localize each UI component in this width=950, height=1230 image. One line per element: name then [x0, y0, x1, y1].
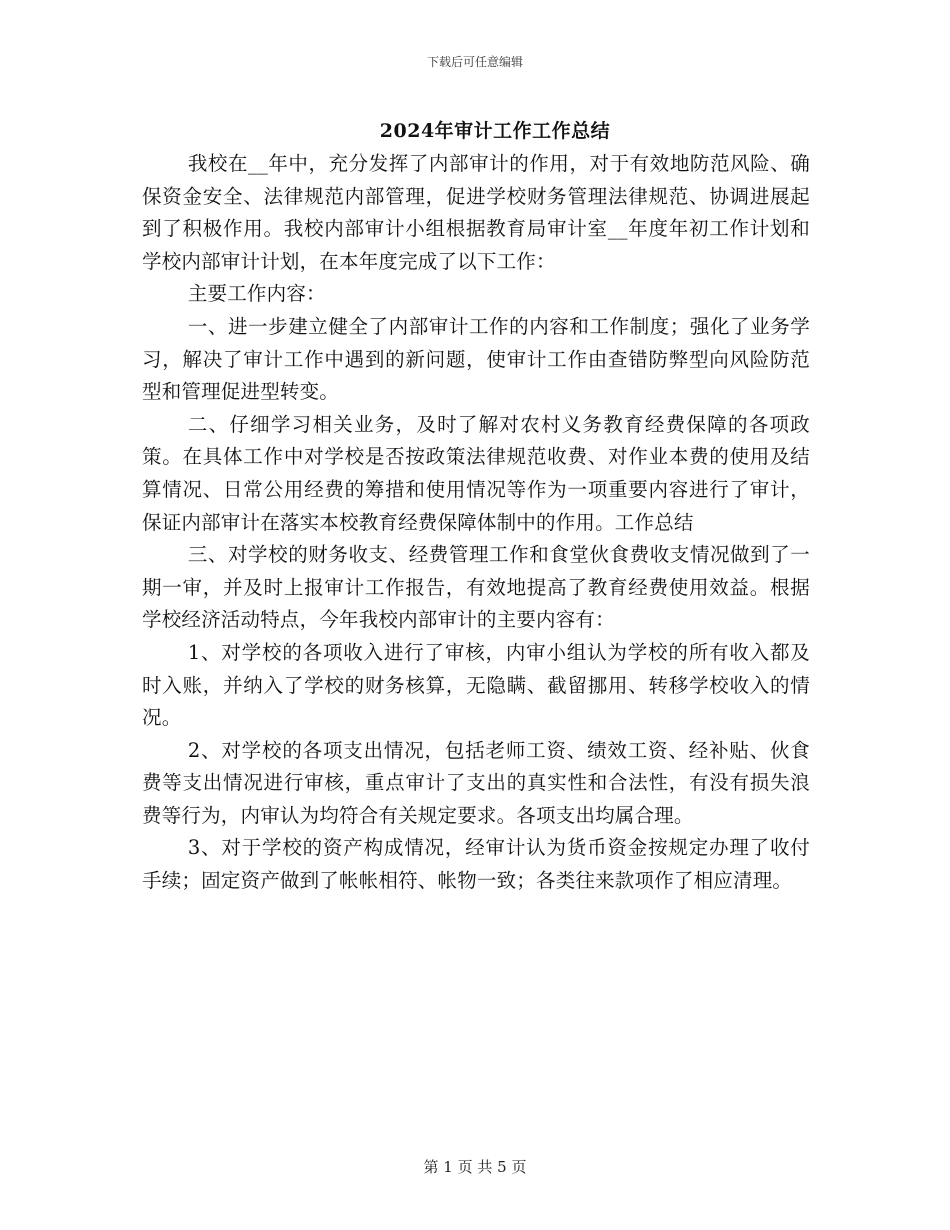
paragraph-item-2: 二、仔细学习相关业务，及时了解对农村义务教育经费保障的各项政策。在具体工作中对学校是否按政策法律规范收费、对作业本费的使用及结算情况、日常公用经费的筹措和使用情况等作为一项重要内容进行了审计，保证内部审计在落实本校教育经费保障体制中的作用。工作总结 [142, 412, 810, 534]
paragraph-item-3: 三、对学校的财务收支、经费管理工作和食堂伙食费收支情况做到了一期一审，并及时上报审计工作报告，有效地提高了教育经费使用效益。根据学校经济活动特点，今年我校内部审计的主要内容有： [142, 543, 810, 632]
document-body [142, 148, 810, 898]
paragraph-subitem-2: 2、对学校的各项支出情况，包括老师工资、绩效工资、经补贴、伙食费等支出情况进行审核，重点审计了支出的真实性和合法性，有没有损失浪费等行为，内审认为均符合有关规定要求。各项支出均属合理。 [142, 738, 810, 827]
paragraph-main-content-heading: 主要工作内容： [187, 282, 326, 306]
paragraph-subitem-3: 3、对于学校的资产构成情况，经审计认为货币资金按规定办理了收付手续；固定资产做到了帐帐相符、帐物一致；各类往来款项作了相应清理。 [142, 836, 810, 893]
page-header-note: 下载后可任意编辑 [426, 55, 523, 69]
paragraph-item-1: 一、进一步建立健全了内部审计工作的内容和工作制度；强化了业务学习，解决了审计工作中遇到的新问题，使审计工作由查错防弊型向风险防范型和管理促进型转变。 [142, 314, 810, 404]
paragraph-intro: 我校在__年中，充分发挥了内部审计的作用，对于有效地防范风险、确保资金安全、法律规范内部管理，促进学校财务管理法律规范、协调进展起到了积极作用。我校内部审计小组根据教育局审计室__年度年初工作计划和学校内部审计计划，在本年度完成了以下工作： [142, 152, 810, 273]
document-title: 2024年审计工作工作总结 [379, 120, 611, 142]
paragraph-subitem-1: 1、对学校的各项收入进行了审核，内审小组认为学校的所有收入都及时入账，并纳入了学校的财务核算，无隐瞒、截留挪用、转移学校收入的情况。 [142, 640, 810, 730]
page-number-footer: 第 1 页 共 5 页 [423, 1158, 527, 1176]
